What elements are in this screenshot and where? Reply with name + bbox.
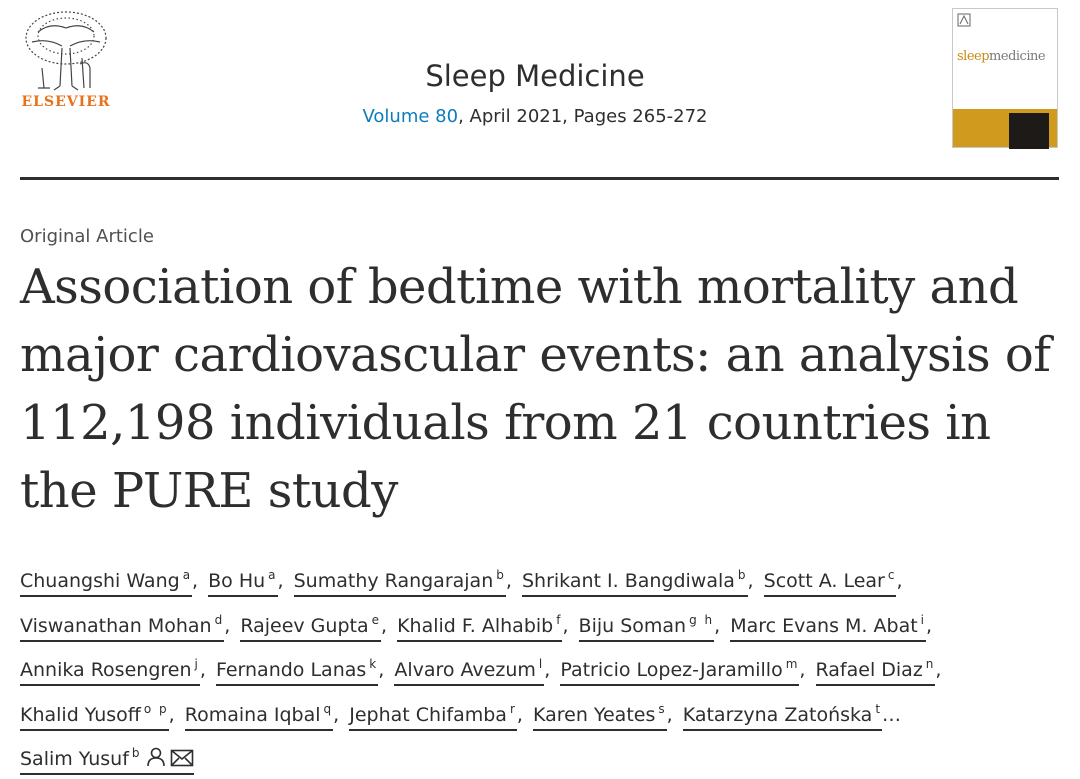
issue-info	[300, 104, 770, 130]
author-link[interactable]: Marc Evans M. Abat $^i$	[730, 615, 926, 642]
author-link[interactable]: Khalid F. Alhabib $^f$	[397, 615, 562, 642]
show-more-authors[interactable]: …	[882, 703, 902, 726]
cover-logo-icon	[957, 13, 971, 27]
author-link[interactable]: Karen Yeates $^s$	[533, 704, 667, 731]
journal-cover-image[interactable]	[952, 8, 1058, 148]
email-icon	[170, 749, 194, 767]
author-link[interactable]: Katarzyna Zatońska $^t$	[683, 704, 882, 731]
author-link[interactable]: Sumathy Rangarajan $^b$	[294, 570, 506, 597]
article-title: Association of bedtime with mortality and major cardiovascular events: an analysis of 112,198 individuals from 21 countries in the PURE study	[20, 259, 1051, 519]
publisher-name: ELSEVIER	[21, 94, 111, 110]
author-link[interactable]: Chuangshi Wang $^a$	[20, 570, 192, 597]
journal-header	[300, 56, 770, 130]
cover-photo	[1009, 113, 1049, 149]
author-link[interactable]: Bo Hu $^a$	[208, 570, 277, 597]
journal-title-link[interactable]: Sleep Medicine	[425, 59, 645, 93]
author-link[interactable]: Khalid Yusoff $^{o p}$	[20, 704, 169, 731]
author-link[interactable]: Annika Rosengren $^j$	[20, 659, 200, 686]
author-link[interactable]: Fernando Lanas $^k$	[216, 659, 378, 686]
volume-link[interactable]: Volume 80	[362, 106, 459, 127]
header-divider	[20, 177, 1059, 180]
author-link[interactable]: Patricio Lopez-Jaramillo $^m$	[560, 659, 799, 686]
elsevier-tree-icon	[18, 8, 114, 92]
author-link[interactable]: Shrikant I. Bangdiwala $^b$	[522, 570, 748, 597]
issue-details: , April 2021, Pages 265-272	[458, 106, 708, 127]
author-link[interactable]: Rajeev Gupta $^e$	[240, 615, 381, 642]
author-link[interactable]: Romaina Iqbal $^q$	[185, 704, 333, 731]
author-list: Chuangshi Wang $^a$, Bo Hu $^a$, Sumathy Rangarajan $^b$, Shrikant I. Bangdiwala $^b$, Scott A. Lear $^c$, Viswanathan Mohan $^d$, Rajeev Gupta $^e$, Khalid F. Alhabib $^f$, Biju Soman $^{g h}$, Marc Evans M. Abat $^i$, Annika Rosengren $^j$, Fernando Lanas $^k$, Alvaro Avezum $^l$, Patricio Lopez-Jaramillo $^m$, Rafael Diaz $^n$, Khalid Yusoff $^{o p}$, Romaina Iqbal $^q$, Jephat Chifamba $^r$, Karen Yeates $^s$, Katarzyna Zatońska $^t$… Salim Yusuf $^b$	[20, 556, 1060, 779]
author-link[interactable]: Viswanathan Mohan $^d$	[20, 615, 224, 642]
author-link[interactable]: Jephat Chifamba $^r$	[349, 704, 517, 731]
author-link[interactable]: Biju Soman $^{g h}$	[579, 615, 715, 642]
article-type: Original Article	[20, 226, 154, 247]
author-link[interactable]: Alvaro Avezum $^l$	[394, 659, 544, 686]
corresponding-author-link[interactable]: Salim Yusuf $^b$	[20, 748, 194, 775]
author-link[interactable]: Scott A. Lear $^c$	[764, 570, 897, 597]
person-icon	[146, 747, 166, 767]
author-link[interactable]: Rafael Diaz $^n$	[816, 659, 936, 686]
elsevier-logo[interactable]	[18, 8, 114, 114]
cover-title: sleepmedicine	[957, 49, 1046, 64]
